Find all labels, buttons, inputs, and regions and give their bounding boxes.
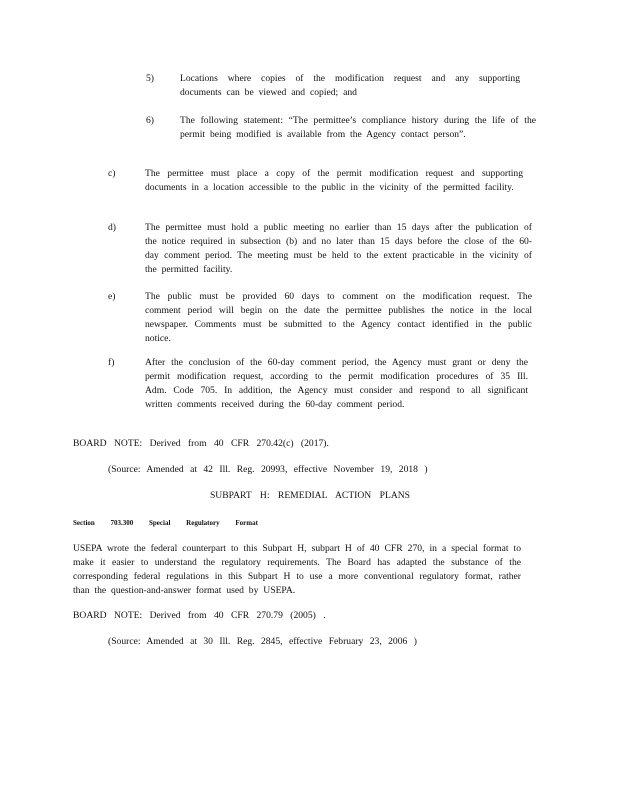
item-c-text: The permittee must place a copy of the permit modification request and supporting documents in a location accessible to the public in the vicinity of the permitted facility. bbox=[145, 168, 523, 193]
item-f-number: f) bbox=[108, 357, 115, 368]
usepa-paragraph: USEPA wrote the federal counterpart to this Subpart H, subpart H of 40 CFR 270, in a special format to make it easier to understand the regulatory requirements. The Board has adapted the substance of the corresponding federal regulations in this Subpart H to use a more conventional regulatory format, rather than the question-and-answer format used by USEPA. bbox=[73, 543, 521, 596]
item-d-number: d) bbox=[108, 222, 116, 233]
item-e-number: e) bbox=[108, 291, 116, 302]
subpart-heading: SUBPART H: REMEDIAL ACTION PLANS bbox=[209, 490, 411, 501]
item-5-text: Locations where copies of the modification request and any supporting documents can be viewed and copied; and bbox=[180, 73, 520, 98]
board-note-1: BOARD NOTE: Derived from 40 CFR 270.42(c) (2017). bbox=[73, 438, 329, 449]
section-heading: Section 703.300 Special Regulatory Format bbox=[73, 519, 258, 527]
board-note-2: BOARD NOTE: Derived from 40 CFR 270.79 (2005) . bbox=[73, 610, 326, 621]
item-c-number: c) bbox=[108, 168, 116, 179]
item-6-number: 6) bbox=[146, 115, 154, 126]
item-6-text: The following statement: “The permittee’s compliance history during the life of the permit being modified is available from the Agency contact person”. bbox=[180, 115, 536, 140]
item-d-text: The permittee must hold a public meeting no earlier than 15 days after the publication of the notice required in subsection (b) and no later than 15 days before the close of the 60-day comment period. The meeting must be held to the extent practicable in the vicinity of the permitted facility. bbox=[145, 222, 532, 275]
source-note-1: (Source: Amended at 42 Ill. Reg. 20993, effective November 19, 2018 ) bbox=[108, 464, 428, 475]
item-f-text: After the conclusion of the 60-day comment period, the Agency must grant or deny the permit modification request, according to the permit modification procedures of 35 Ill. Adm. Code 705. In addition, the Agency must consider and respond to all significant written comments received during the 60-day comment period. bbox=[145, 357, 528, 410]
item-e-text: The public must be provided 60 days to comment on the modification request. The comment period will begin on the date the permittee publishes the notice in the local newspaper. Comments must be submitted to the Agency contact identified in the public notice. bbox=[145, 291, 532, 344]
item-5-number: 5) bbox=[146, 73, 154, 84]
source-note-2: (Source: Amended at 30 Ill. Reg. 2845, effective February 23, 2006 ) bbox=[108, 636, 417, 647]
